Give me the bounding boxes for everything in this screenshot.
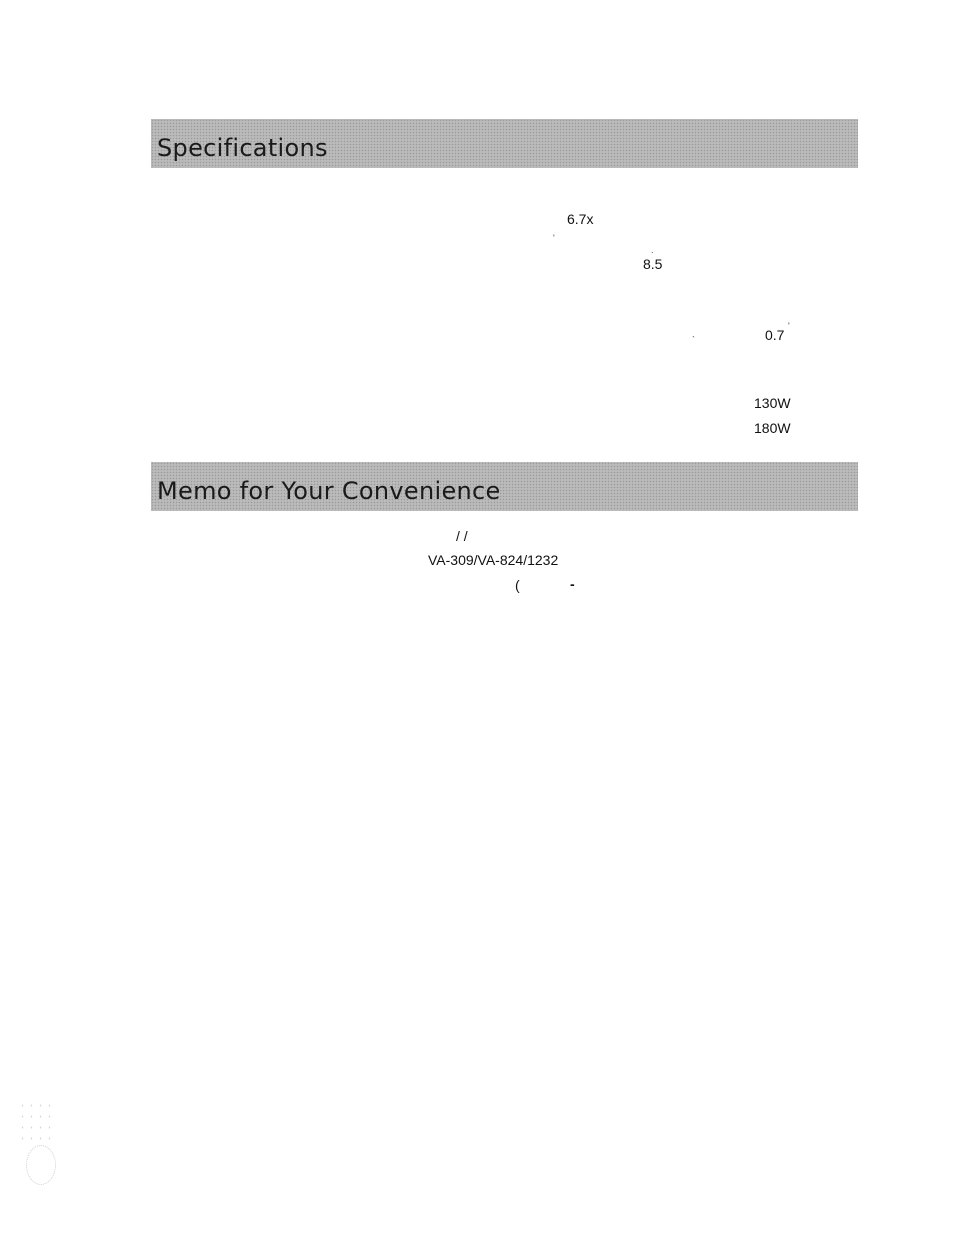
specifications-banner <box>151 119 858 168</box>
spec-ratio: 6.7x <box>567 211 594 227</box>
scan-smudge <box>26 1145 56 1185</box>
spec-value-a: 8.5 <box>643 256 663 272</box>
memo-model-numbers: VA-309/VA-824/1232 <box>428 552 559 568</box>
spec-power-1: 130W <box>754 395 791 411</box>
memo-banner <box>151 462 858 511</box>
spec-power-2: 180W <box>754 420 791 436</box>
scan-noise <box>18 1100 58 1140</box>
memo-paren: ( <box>515 577 520 593</box>
memo-slashes: / / <box>456 528 468 544</box>
specifications-heading: Specifications <box>157 134 328 162</box>
speck-mark: ' <box>553 233 555 243</box>
memo-dash: - <box>570 576 575 592</box>
memo-heading: Memo for Your Convenience <box>157 477 501 505</box>
speck-mark: ` <box>692 335 695 345</box>
spec-value-b: 0.7 <box>765 327 785 343</box>
speck-mark: ' <box>788 321 790 331</box>
speck-mark: . <box>651 245 654 255</box>
